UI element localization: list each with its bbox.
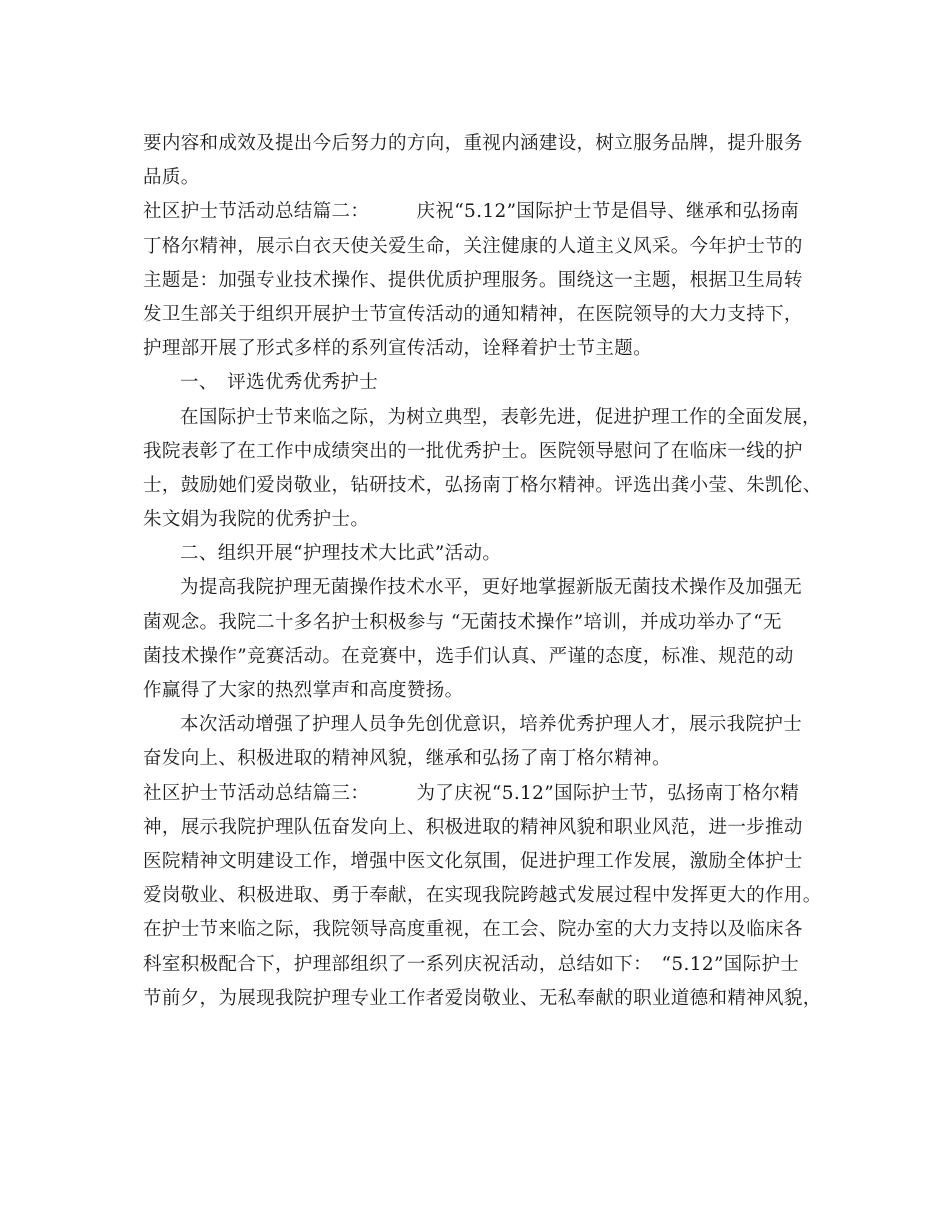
text-line: 本次活动增强了护理人员争先创优意识，培养优秀护理人才，展示我院护士: [180, 714, 803, 736]
text-line: 医院精神文明建设工作，增强中医文化氛围，促进护理工作发展，激励全体护士: [143, 850, 803, 872]
text-line: 菌技术操作”竞赛活动。在竞赛中，选手们认真、严谨的态度，标准、规范的动: [143, 645, 794, 667]
text-line: 菌观念。我院二十多名护士积极参与 “无菌技术操作”培训，并成功举办了“无: [143, 611, 782, 633]
text-line: 主题是：加强专业技术操作、提供优质护理服务。围绕这一主题，根据卫生局转: [143, 269, 803, 291]
text-line: 朱文娟为我院的优秀护士。: [143, 509, 370, 531]
text-line: 爱岗敬业、积极进取、勇于奉献，在实现我院跨越式发展过程中发挥更大的作用。: [143, 885, 822, 907]
subheading-line: 二、组织开展“护理技术大比武”活动。: [180, 543, 502, 565]
subheading-line: 一、 评选优秀优秀护士: [180, 372, 379, 394]
text-line: 神，展示我院护理队伍奋发向上、积极进取的精神风貌和职业风范，进一步推动: [143, 816, 803, 838]
section-heading-line: 社区护士节活动总结篇三： 为了庆祝“5.12”国际护士节，弘扬南丁格尔精: [143, 782, 800, 804]
text-line: 为提高我院护理无菌操作技术水平，更好地掌握新版无菌技术操作及加强无: [180, 577, 803, 599]
text-line: 在护士节来临之际，我院领导高度重视，在工会、院办室的大力支持以及临床各: [143, 919, 803, 941]
text-line: 士，鼓励她们爱岗敬业，钻研技术，弘扬南丁格尔精神。评选出龚小莹、朱凯伦、: [143, 474, 822, 496]
text-line: 科室积极配合下，护理部组织了一系列庆祝活动，总结如下： “5.12”国际护士: [143, 953, 800, 975]
text-line: 作赢得了大家的热烈掌声和高度赞扬。: [143, 680, 464, 701]
text-line: 节前夕，为展现我院护理专业工作者爱岗敬业、无私奉献的职业道德和精神风貌，: [143, 987, 822, 1009]
text-line: 丁格尔精神，展示白衣天使关爱生命，关注健康的人道主义风采。今年护士节的: [143, 235, 803, 257]
text-line: 护理部开展了形式多样的系列宣传活动，诠释着护士节主题。: [143, 338, 652, 360]
text-line: 我院表彰了在工作中成绩突出的一批优秀护士。医院领导慰问了在临床一线的护: [143, 440, 803, 462]
text-line: 发卫生部关于组织开展护士节宣传活动的通知精神，在医院领导的大力支持下，: [143, 303, 803, 325]
text-line: 在国际护士节来临之际，为树立典型，表彰先进，促进护理工作的全面发展，: [180, 406, 821, 428]
text-line: 品质。: [143, 167, 200, 189]
text-line: 奋发向上、积极进取的精神风貌，继承和弘扬了南丁格尔精神。: [143, 748, 671, 770]
text-line: 要内容和成效及提出今后努力的方向，重视内涵建设，树立服务品牌，提升服务: [143, 133, 803, 154]
document-body: [143, 127, 822, 1016]
section-heading-line: 社区护士节活动总结篇二： 庆祝“5.12”国际护士节是倡导、继承和弘扬南: [143, 201, 800, 223]
